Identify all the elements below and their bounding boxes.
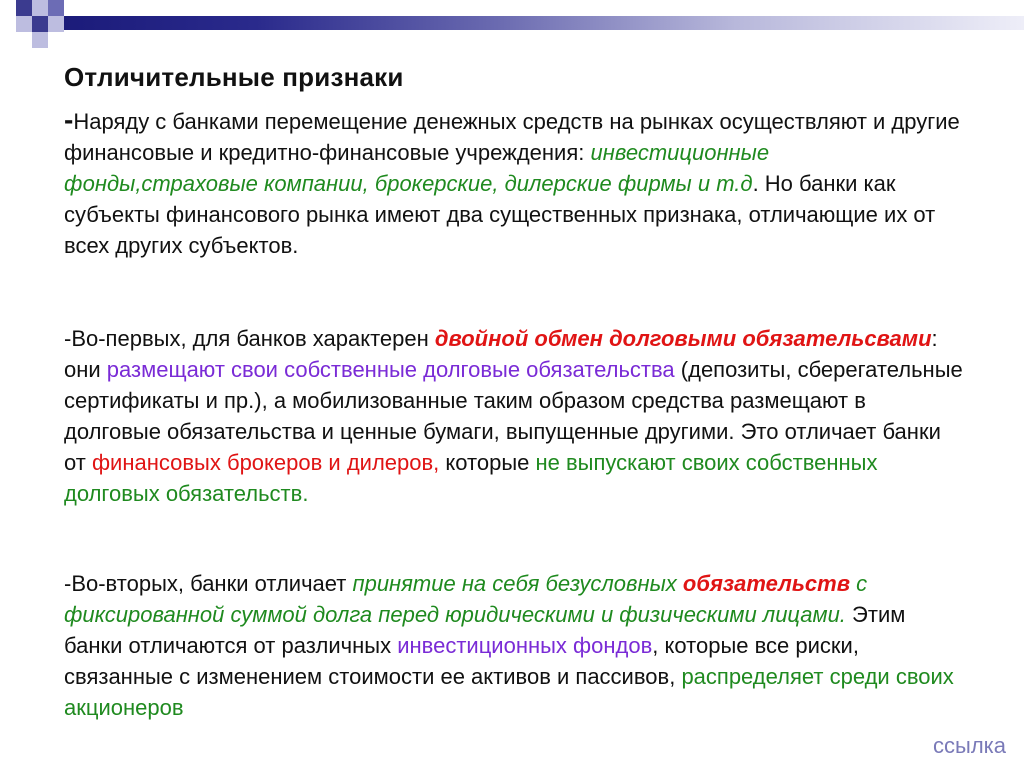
paragraph-second-feature (64, 568, 964, 723)
highlight-green-italic: с фиксированной суммой долга перед юридическими и физическими лицами. (64, 571, 868, 627)
slide-title: Отличительные признаки (64, 62, 404, 92)
text: (депозиты, сберегательные сертификаты и пр.), а мобилизованные таким образом средства размещают в долговые обязательства и ценные бумаги, выпущенные другими. Это отличает банки от (64, 357, 963, 475)
highlight-red: финансовых брокеров и дилеров, (91, 450, 440, 475)
highlight-purple: инвестиционных фондов (397, 633, 653, 658)
text: , которые все риски, связанные с изменением стоимости ее активов и пассивов, (64, 633, 859, 689)
source-link[interactable]: ссылка (933, 733, 1006, 758)
highlight-purple: размещают свои собственные долговые обязательства (106, 357, 675, 382)
highlight-red-bold: двойной обмен долговыми обязательсвами (434, 326, 932, 351)
highlight-green-italic: принятие на себя безусловных (352, 571, 677, 596)
decor-square (32, 16, 48, 32)
decor-square (32, 0, 48, 16)
decor-square (16, 0, 32, 16)
text: : они (64, 326, 938, 382)
header-decoration (0, 0, 1024, 60)
text: . Но банки как субъекты финансового рынка имеют два существенных признака, отличающие их от всех других субъектов. (64, 171, 936, 258)
text: Этим банки отличаются от различных (64, 602, 906, 658)
dash: - (64, 104, 74, 135)
highlight-green: не выпускают своих собственных долговых обязательств. (64, 450, 878, 506)
paragraph-first-feature (64, 323, 964, 509)
text: Наряду с банками перемещение денежных средств на рынках осуществляют и другие финансовые и кредитно-финансовые учреждения: (64, 109, 960, 165)
header-gradient-bar (64, 16, 1024, 30)
decor-square (16, 16, 32, 32)
text: -Во-вторых, банки отличает (64, 571, 353, 596)
highlight-green-italic: инвестиционные фонды,страховые компании, брокерские, дилерские фирмы и т.д (64, 140, 770, 196)
decor-square (32, 32, 48, 48)
text: -Во-первых, для банков характерен (64, 326, 435, 351)
highlight-green: распределяет среди своих акционеров (64, 664, 954, 720)
text: которые (439, 450, 536, 475)
decor-square (48, 0, 64, 16)
highlight-red-bold: обязательств (682, 571, 851, 596)
decor-square (48, 16, 64, 32)
paragraph-intro (64, 104, 964, 261)
